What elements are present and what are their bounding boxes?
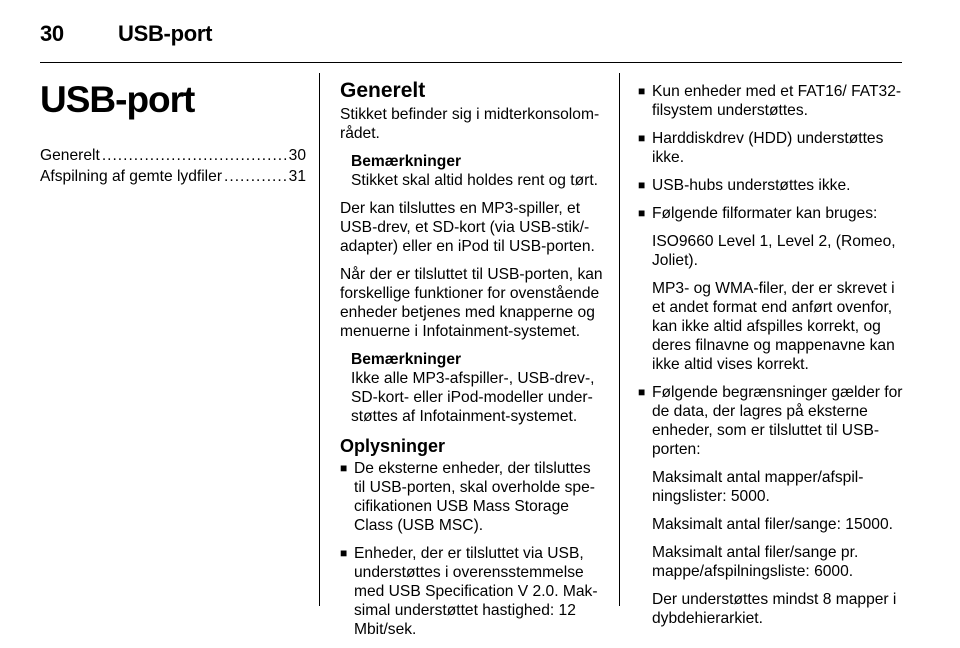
intro-paragraph: Stikket befinder sig i midterkonsolom-rådet. [340,106,600,142]
list-item-text: Harddiskdrev (HDD) understøttes ikke. [652,130,884,166]
list-item [638,129,904,167]
toc-leader-dots [102,146,287,165]
column-divider-1 [319,73,320,606]
bullet-square-icon: ■ [638,84,646,98]
bullet-list [638,82,904,223]
toc-entry[interactable] [40,146,306,167]
toc-leader-dots [224,167,287,186]
column-generelt [340,73,606,648]
body-paragraph: Når der er tilsluttet til USB-porten, kan forskellige funktioner for ovenstående enheder betjenes med knapperne og menuerne i Infotainment-systemet. [340,266,603,340]
list-item [340,544,606,639]
section-heading: Generelt [340,79,426,102]
toc-entry-page: 30 [288,147,306,164]
bullet-list [638,383,904,459]
toc-entry[interactable] [40,167,306,188]
list-item-text: Enheder, der er tilsluttet via USB, understøttes i overensstemmelse med USB Specification V 2.0. Mak-simal understøttet hastighed: 12 Mbit/sek. [354,545,598,638]
list-item-text: Kun enheder med et FAT16/ FAT32-filsystem understøttes. [652,83,902,119]
sub-paragraph: MP3- og WMA-filer, der er skrevet i et andet format end anført ovenfor, kan ikke altid afspilles korrekt, og deres filnavne og mappenavne kan ikke altid vises korrekt. [652,280,895,373]
note-label: Bemærkninger [351,153,462,170]
bullet-square-icon: ■ [638,131,646,145]
bullet-list [340,459,606,639]
list-item [638,176,904,195]
bullet-square-icon: ■ [638,178,646,192]
list-item-text: Følgende filformater kan bruges: [652,205,878,222]
bullet-square-icon: ■ [638,385,646,399]
sub-paragraph: Maksimalt antal filer/sange pr. mappe/afspilningsliste: 6000. [652,544,859,580]
page-number: 30 [40,21,64,46]
toc-entry-label: Generelt [40,147,100,164]
list-item [638,204,904,223]
subsection-heading: Oplysninger [340,436,446,456]
sub-paragraph: Maksimalt antal filer/sange: 15000. [652,516,893,533]
bullet-square-icon: ■ [340,546,348,560]
note-label: Bemærkninger [351,351,462,368]
bullet-square-icon: ■ [340,461,348,475]
list-item-text: Følgende begrænsninger gælder for de data, der lagres på eksterne enheder, som er tilsluttet til USB-porten: [652,384,903,458]
column-divider-2 [619,73,620,606]
chapter-title: USB-port [40,79,195,120]
list-item [340,459,606,535]
bullet-square-icon: ■ [638,206,646,220]
list-item-text: De eksterne enheder, der tilsluttes til USB-porten, skal overholde spe-cifikationen USB Mass Storage Class (USB MSC). [354,460,595,534]
header-rule [40,62,902,63]
toc-entry-page: 31 [288,168,306,185]
body-paragraph: Der kan tilsluttes en MP3-spiller, et USB-drev, et SD-kort (via USB-stik/-adapter) eller en iPod til USB-porten. [340,200,595,255]
list-item [638,82,904,120]
toc-entry-label: Afspilning af gemte lydfiler [40,168,223,185]
sub-paragraph: Maksimalt antal mapper/afspil-ningslister: 5000. [652,469,864,505]
note-box [351,350,606,426]
note-text: Ikke alle MP3-afspiller-, USB-drev-, SD-kort- eller iPod-modeller under-støttes af Infotainment-systemet. [351,370,595,425]
note-text: Stikket skal altid holdes rent og tørt. [351,172,599,189]
sub-paragraph: Der understøttes mindst 8 mapper i dybdehierarkiet. [652,591,897,627]
list-item [638,383,904,459]
column-requirements [638,73,904,637]
list-item-text: USB-hubs understøttes ikke. [652,177,851,194]
note-box [351,152,606,190]
running-title: USB-port [118,21,213,46]
column-toc [40,73,306,188]
table-of-contents [40,146,306,188]
sub-paragraph: ISO9660 Level 1, Level 2, (Romeo, Joliet). [652,233,896,269]
